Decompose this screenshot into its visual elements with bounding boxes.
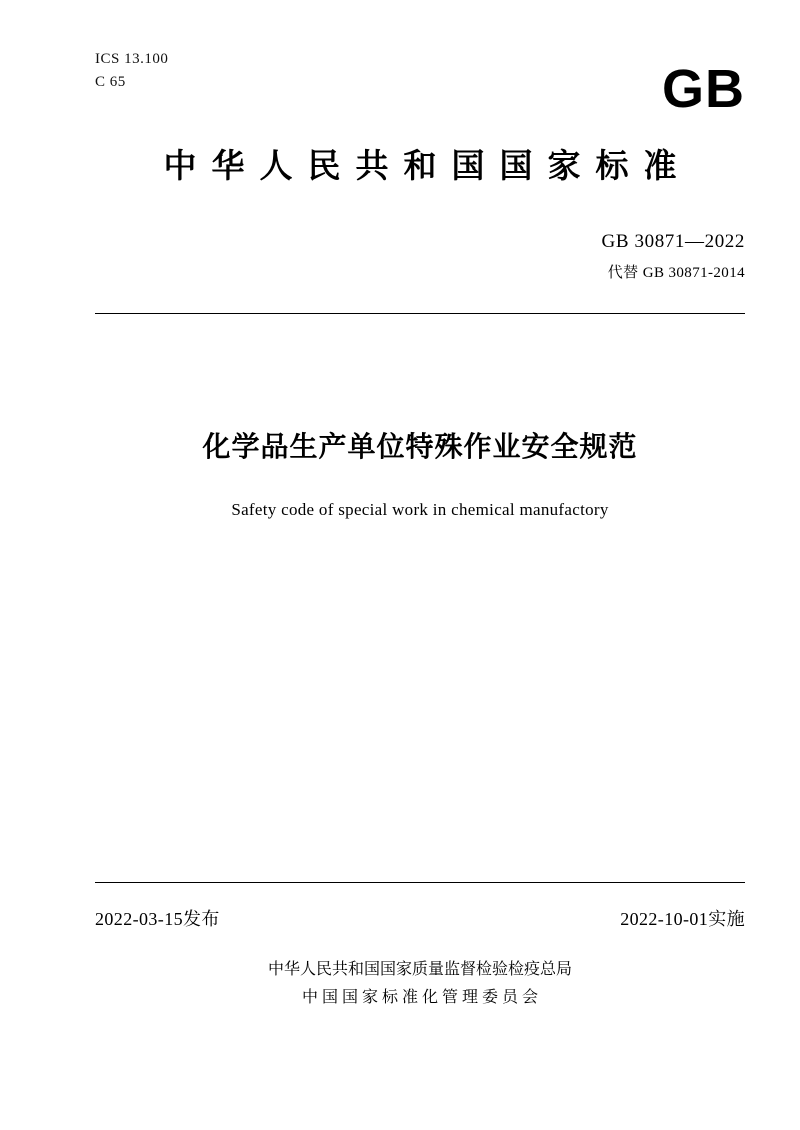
gb-logo: GB <box>662 59 745 119</box>
ics-block <box>95 48 745 95</box>
divider-bottom <box>95 882 745 883</box>
ccs-code: C 65 <box>95 74 126 91</box>
national-standard-title: 中华人民共和国国家标准 <box>163 146 692 185</box>
effective-date: 2022-10-01实施 <box>620 909 745 929</box>
issuer-line-2: 中国国家标准化管理委员会 <box>301 987 542 1006</box>
header-block <box>95 48 745 119</box>
date-row <box>95 905 745 931</box>
standard-number-block <box>95 228 745 285</box>
document-title-english: Safety code of special work in chemical manufactory <box>231 500 609 519</box>
issuer-block <box>95 955 745 1011</box>
issuer-line-1: 中华人民共和国国家质量监督检验检疫总局 <box>267 959 572 978</box>
divider-top <box>95 313 745 314</box>
standard-replaces: 代替 GB 30871-2014 <box>607 264 745 281</box>
ics-code: ICS 13.100 <box>95 51 169 67</box>
standard-number: GB 30871—2022 <box>601 231 745 252</box>
document-title-chinese: 化学品生产单位特殊作业安全规范 <box>202 430 638 463</box>
issue-date: 2022-03-15发布 <box>95 909 220 929</box>
